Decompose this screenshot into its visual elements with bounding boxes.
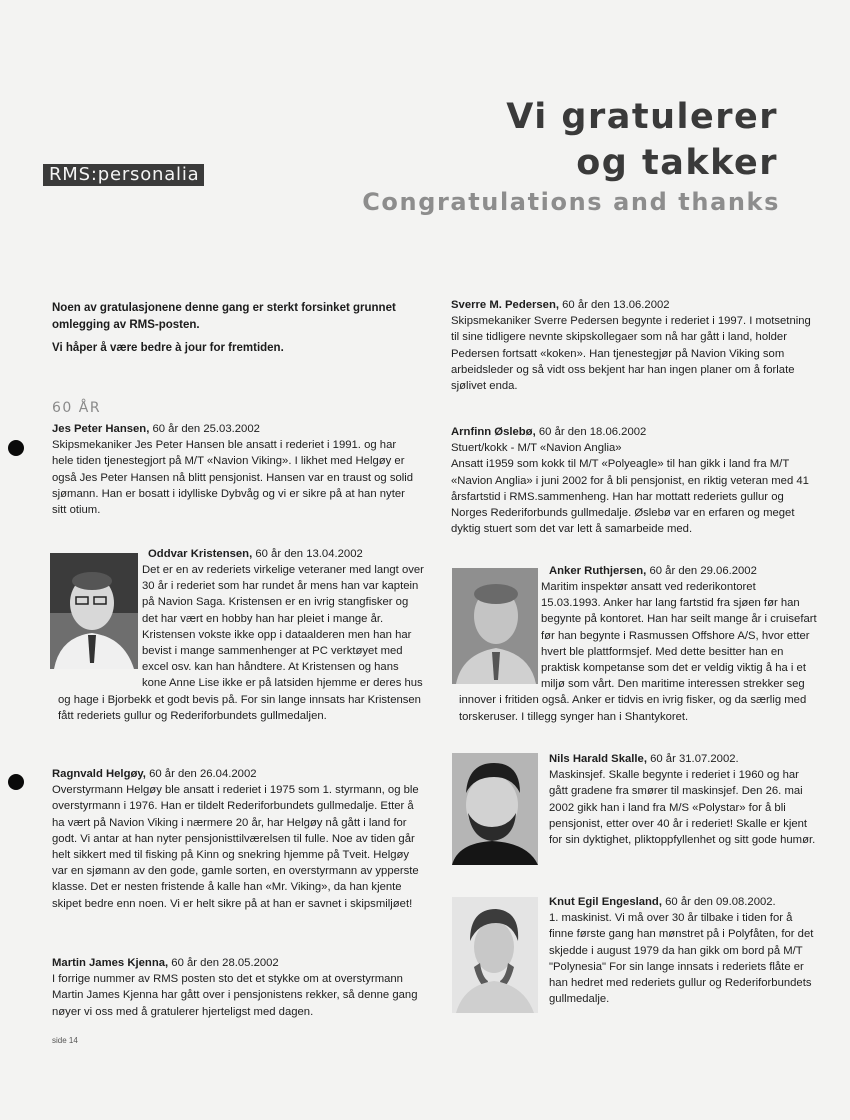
entry-knut-egil-engesland (549, 894, 819, 1007)
entry-nils-harald-skalle (549, 751, 819, 848)
page-title-line2: og takker (576, 143, 778, 183)
entry-oddvar-kristensen (52, 546, 424, 562)
entry-name: Sverre M. Pedersen, (451, 299, 560, 311)
portrait-photo-knut-egil-engesland (452, 897, 538, 1013)
entry-jes-peter-hansen (52, 421, 420, 518)
portrait-image (452, 753, 538, 865)
entry-meta: 60 år den 09.08.2002. (661, 896, 776, 908)
entry-name: Nils Harald Skalle, (549, 753, 647, 765)
entry-text: 1. maskinist. Vi må over 30 år tilbake i tiden for å finne første gang han mønstret på i Polyfåten, for det skjedde i august 1979 da han gikk om bord på M/T "Polynesia" For sin lange innsats i rederiets flåte er han hedret med rederiets gullur og Rederiforbundets gullmedalje. (549, 912, 814, 1006)
entry-text: Ansatt i1959 som kokk til M/T «Polyeagle» til han gikk i land fra M/T «Navion Anglia» i juni 2002 for å bli pensjonist, en riktig veteran med 41 årsfartstid i RMS.sammenheng. Han har mottatt rederiets gullur og Norges Rederiforbunds gullmedalje. Øslebø var en erfaren og meget dyktig stuert som det var lett å samarbeide med. (451, 458, 809, 536)
page-title-line1: Vi gratulerer (506, 97, 778, 137)
entry-meta: 60 år den 13.06.2002 (559, 299, 670, 311)
entry-anker-ruthjersen (451, 563, 817, 579)
entry-arnfinn-oslebo (451, 424, 815, 537)
bullet-icon (8, 774, 24, 790)
section-label: RMS:personalia (43, 164, 204, 186)
entry-name: Anker Ruthjersen, (549, 565, 647, 577)
entry-name: Arnfinn Øslebø, (451, 426, 536, 438)
entry-text: I forrige nummer av RMS posten sto det et stykke om at overstyrmann Martin James Kjenna har gått over i pensjonistens rekker, så denne gang nøyer vi oss med å gratulerer hjerteligst med dagen. (52, 973, 418, 1018)
entry-meta: 60 år den 26.04.2002 (145, 768, 257, 780)
bullet-icon (8, 440, 24, 456)
entry-sverre-pedersen (451, 297, 813, 394)
entry-meta: 60 år den 18.06.2002 (535, 426, 647, 438)
entry-text: Skipsmekaniker Jes Peter Hansen ble ansatt i rederiet i 1991. og har hele tiden tjenestegjort på M/T «Navion Viking». I likhet med Helgøy er også Jes Peter Hansen nå blitt pensjonist. Hansen var en traust og solid sjømann. Han er bosatt i idylliske Dybvåg og vi er sikre på at han nyter sitt otium. (52, 439, 414, 517)
entry-text: Det er en av rederiets virkelige veteraner med langt over 30 år i rederiet som har rundet år mens han var kaptein på Navion Saga. Kristensen er en ivrig stangfisker og det har vært en hobby han har pleiet i mange år. Kristensen vokste ikke opp i dataalderen men han har bevist i mange sammenhenger at PC verktøyet med excel osv. kan han håndtere. At Kristensen og hans kone Anne Lise ikke er på latsiden hjemme er deres hus og hage i Bjorbekk et godt bevis på. For sin lange innsats har Kristensen fått rederiets gullur og Rederiforbundets gullmedaljen. (58, 564, 424, 722)
entry-role: Stuert/kokk - M/T «Navion Anglia» (451, 442, 622, 455)
entry-ragnvald-helgoy (52, 766, 422, 912)
entry-martin-james-kjenna (52, 955, 424, 1020)
entry-meta: 60 år 31.07.2002. (646, 753, 739, 765)
entry-text: Maskinsjef. Skalle begynte i rederiet i 1960 og har gått gradene fra smører til maskinsjef. Den 26. mai 2002 gikk han i land fra M/S «Polystar» for å bli pensjonist, etter over 40 år i rederiet! Skalle er kjent for sin dyktighet, pliktoppfyllenhet og sitt gode humør. (549, 769, 816, 847)
page-subtitle: Congratulations and thanks (362, 188, 780, 216)
entry-text: Skipsmekaniker Sverre Pedersen begynte i rederiet i 1997. I motsetning til sine tidligere nevnte skipskollegaer som nå har gått i land, holder Pedersen fortsatt «koken». Han tjenestegjør på Navion Viking som arbeidsleder og så vidt oss bekjent har han ingen planer om å forlate sjølivet enda. (451, 315, 811, 393)
entry-meta: 60 år den 25.03.2002 (149, 423, 260, 435)
portrait-image (452, 897, 538, 1013)
intro-line1: Noen av gratulasjonene denne gang er sterkt forsinket grunnet omlegging av RMS-posten. (52, 302, 396, 331)
entry-name: Knut Egil Engesland, (549, 896, 662, 908)
entry-meta: 60 år den 28.05.2002 (168, 957, 279, 969)
entry-name: Oddvar Kristensen, (148, 548, 253, 560)
age-heading: 60 ÅR (52, 400, 102, 416)
entry-name: Martin James Kjenna, (52, 957, 169, 969)
intro-line2: Vi håper å være bedre à jour for fremtiden. (52, 342, 284, 354)
entry-name: Ragnvald Helgøy, (52, 768, 146, 780)
intro-note (52, 300, 412, 363)
entry-meta: 60 år den 13.04.2002 (252, 548, 363, 560)
page-number: side 14 (52, 1036, 78, 1045)
entry-meta: 60 år den 29.06.2002 (646, 565, 757, 577)
portrait-photo-nils-harald-skalle (452, 753, 538, 865)
entry-text: Overstyrmann Helgøy ble ansatt i rederiet i 1975 som 1. styrmann, og ble overstyrmann i 1976. Han er tildelt Rederiforbundets gullmedalje. Etter å ha vært på Navion Viking i nærmere 20 år, har Helgøy nå gått i land for godt. Vi antar at han nyter pensjonisttilværelsen til fulle. Noe av tiden går helt sikkert med til fisking på Kinn og snekring hjemme på Tveit. Helgøy var en sjømann av den gode, gamle sorten, en overstyrmann av ypperste klasse. Det er nesten fristende å kalle han «Mr. Viking», da han kjente skipet bedre enn noen. Vi er helt sikre på at han er savnet i skipsmiljøet! (52, 784, 419, 910)
entry-text: Maritim inspektør ansatt ved rederikontoret 15.03.1993. Anker har lang fartstid fra sjøen før han begynte på kontoret. Han har seilt mange år i cruisefart før han begynte i Rasmussen Offshore A/S, hvor etter hvert ble plattformsjef. Med dette besitter han en praktisk kompetanse som det er veldig viktig å ha i et miljø som vårt. Den maritime interessen strekker seg innover i fritiden også. Anker er tidvis en ivrig fisker, og da særlig med torskeruser. I tillegg synger han i Shantykoret. (459, 581, 817, 723)
entry-name: Jes Peter Hansen, (52, 423, 150, 435)
